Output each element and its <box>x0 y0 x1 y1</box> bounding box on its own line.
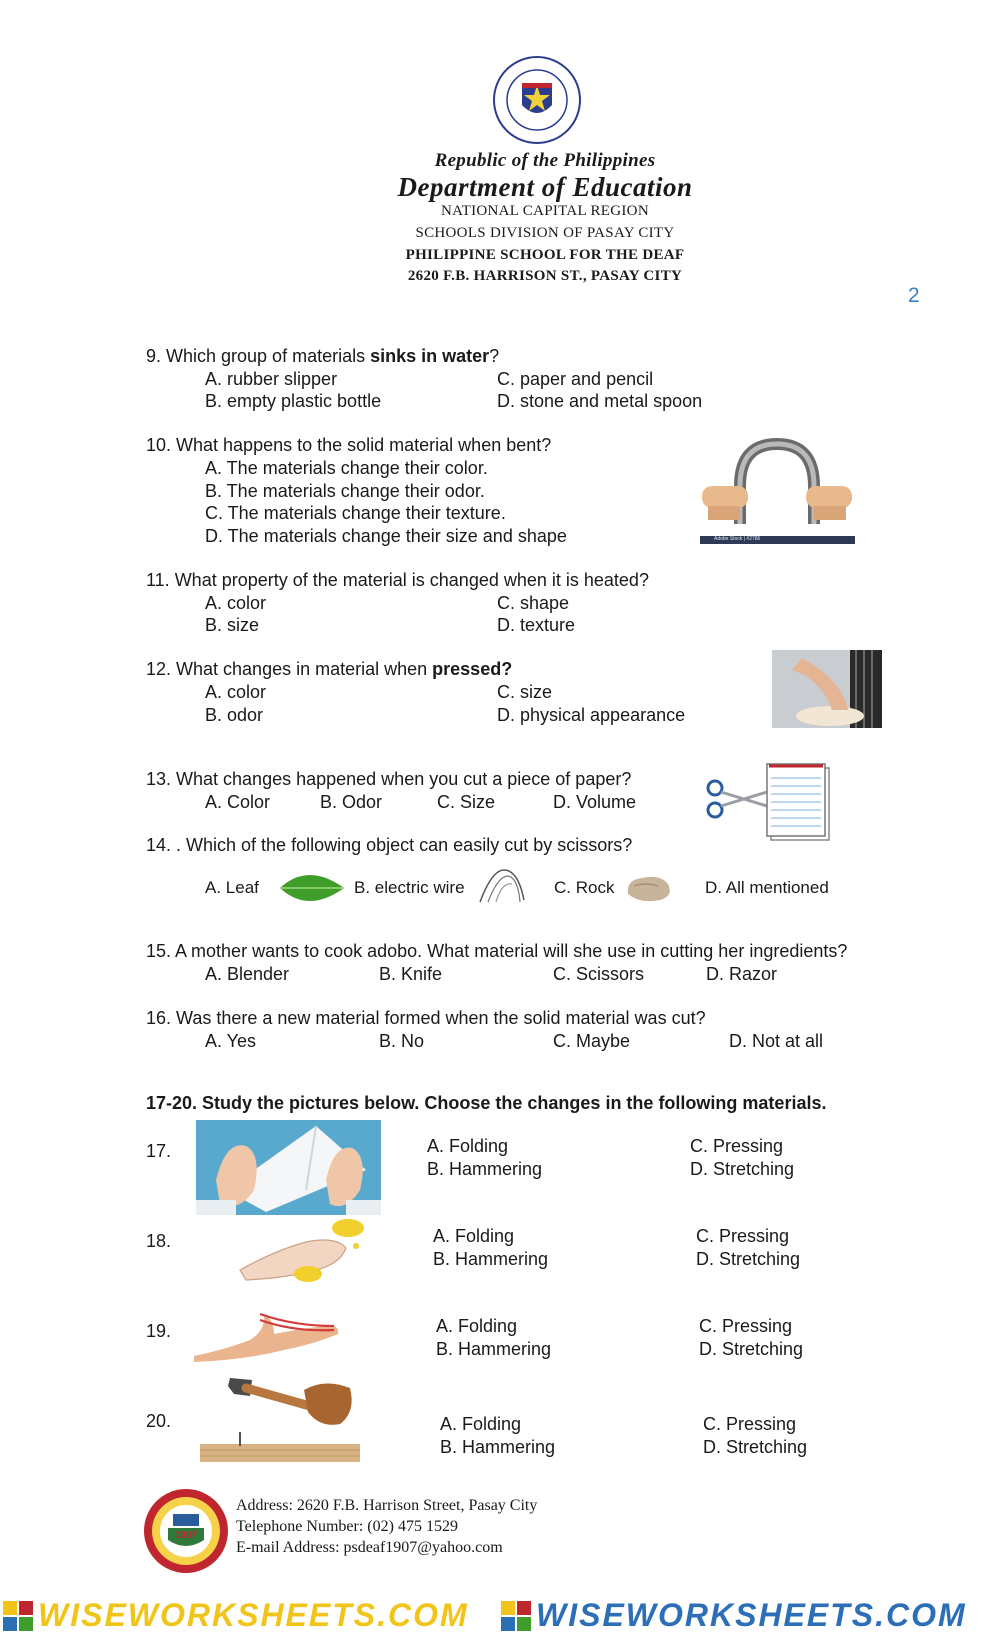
q14-option-a: A. Leaf <box>205 878 259 897</box>
q15-option-a: A. Blender <box>205 964 290 984</box>
q14-option-c: C. Rock <box>554 878 615 897</box>
rock-image <box>624 872 674 906</box>
q13-option-a: A. Color <box>205 792 271 812</box>
q13-option-c: C. Size <box>437 792 496 812</box>
bending-bar-image <box>700 436 855 544</box>
school-heading: PHILIPPINE SCHOOL FOR THE DEAF <box>405 247 685 263</box>
question-16: 16. Was there a new material formed when the solid material was cut? <box>146 1008 706 1028</box>
watermark-text-1: WISEWORKSHEETS.COM <box>38 1597 469 1633</box>
section-instruction: 17-20. Study the pictures below. Choose the changes in the following materials. <box>146 1093 827 1113</box>
item-17-number: 17. <box>146 1141 172 1161</box>
q10-option-b: B. The materials change their odor. <box>205 481 485 501</box>
item-17-option-c: C. Pressing <box>690 1136 784 1156</box>
leaf-image <box>278 868 346 908</box>
bending-bar-caption: Adobe Stock | #2786 <box>714 536 761 542</box>
question-15: 15. A mother wants to cook adobo. What material will she use in cutting her ingredients? <box>146 941 848 961</box>
school-seal <box>143 1488 229 1574</box>
item-20-option-b: B. Hammering <box>440 1437 556 1457</box>
item-18-option-b: B. Hammering <box>433 1249 549 1269</box>
republic-heading: Republic of the Philippines <box>434 150 656 171</box>
q15-option-b: B. Knife <box>379 964 443 984</box>
q16-option-a: A. Yes <box>205 1031 257 1051</box>
q10-option-d: D. The materials change their size and shape <box>205 526 567 546</box>
q12-option-c: C. size <box>497 682 553 702</box>
q9-option-c: C. paper and pencil <box>497 369 654 389</box>
q16-option-b: B. No <box>379 1031 425 1051</box>
folding-paper-image <box>196 1120 381 1215</box>
item-20-number: 20. <box>146 1411 172 1431</box>
q16-option-c: C. Maybe <box>553 1031 631 1051</box>
question-12: 12. What changes in material when pressed? <box>146 659 513 679</box>
q11-option-b: B. size <box>205 615 260 635</box>
q9-option-a: A. rubber slipper <box>205 369 338 389</box>
item-19-number: 19. <box>146 1321 172 1341</box>
item-20-option-a: A. Folding <box>440 1414 522 1434</box>
footer-address: Address: 2620 F.B. Harrison Street, Pasay City <box>236 1497 538 1514</box>
department-heading: Department of Education <box>397 172 693 202</box>
page-number: 2 <box>908 284 920 307</box>
item-18-option-c: C. Pressing <box>696 1226 790 1246</box>
item-18-option-a: A. Folding <box>433 1226 515 1246</box>
footer-telephone: Telephone Number: (02) 475 1529 <box>236 1518 458 1535</box>
question-9: 9. Which group of materials sinks in water? <box>146 346 500 366</box>
item-18-number: 18. <box>146 1231 172 1251</box>
question-13: 13. What changes happened when you cut a piece of paper? <box>146 769 632 789</box>
q15-option-c: C. Scissors <box>553 964 645 984</box>
item-19-option-c: C. Pressing <box>699 1316 793 1336</box>
division-heading: SCHOOLS DIVISION OF PASAY CITY <box>415 225 675 241</box>
scissors-paper-image <box>705 762 835 844</box>
q10-option-a: A. The materials change their color. <box>205 458 488 478</box>
watermark-logo-icon-1 <box>2 1600 34 1632</box>
question-11: 11. What property of the material is changed when it is heated? <box>146 570 649 590</box>
pressing-lemon-image <box>236 1218 371 1286</box>
q12-option-b: B. odor <box>205 705 264 725</box>
footer-email: E-mail Address: psdeaf1907@yahoo.com <box>236 1539 503 1556</box>
item-19-option-a: A. Folding <box>436 1316 518 1336</box>
q9-option-b: B. empty plastic bottle <box>205 391 382 411</box>
item-19-option-d: D. Stretching <box>699 1339 804 1359</box>
q16-option-d: D. Not at all <box>729 1031 824 1051</box>
question-14: 14. . Which of the following object can easily cut by scissors? <box>146 835 633 855</box>
item-18-option-d: D. Stretching <box>696 1249 801 1269</box>
hammering-nail-image <box>200 1372 360 1464</box>
region-heading: NATIONAL CAPITAL REGION <box>441 203 649 219</box>
q13-option-b: B. Odor <box>320 792 383 812</box>
q14-option-d: D. All mentioned <box>705 878 829 897</box>
watermark-text-2: WISEWORKSHEETS.COM <box>536 1597 967 1633</box>
deped-seal <box>492 55 582 145</box>
item-20-option-d: D. Stretching <box>703 1437 808 1457</box>
electric-wire-image <box>478 866 528 906</box>
q13-option-d: D. Volume <box>553 792 637 812</box>
item-17-option-b: B. Hammering <box>427 1159 543 1179</box>
watermark-logo-icon-2 <box>500 1600 532 1632</box>
item-17-option-d: D. Stretching <box>690 1159 795 1179</box>
q10-option-c: C. The materials change their texture. <box>205 503 506 523</box>
item-19-option-b: B. Hammering <box>436 1339 552 1359</box>
question-10: 10. What happens to the solid material when bent? <box>146 435 552 455</box>
stretching-rubber-band-image <box>194 1300 342 1362</box>
q9-option-d: D. stone and metal spoon <box>497 391 703 411</box>
pressing-dough-image <box>772 650 882 728</box>
q15-option-d: D. Razor <box>706 964 778 984</box>
q11-option-d: D. texture <box>497 615 576 635</box>
street-heading: 2620 F.B. HARRISON ST., PASAY CITY <box>407 268 683 284</box>
q12-option-a: A. color <box>205 682 267 702</box>
q11-option-a: A. color <box>205 593 267 613</box>
item-17-option-a: A. Folding <box>427 1136 509 1156</box>
school-seal-year: 1907 <box>174 1530 198 1541</box>
item-20-option-c: C. Pressing <box>703 1414 797 1434</box>
q12-option-d: D. physical appearance <box>497 705 686 725</box>
q14-option-b: B. electric wire <box>354 878 465 897</box>
q11-option-c: C. shape <box>497 593 570 613</box>
